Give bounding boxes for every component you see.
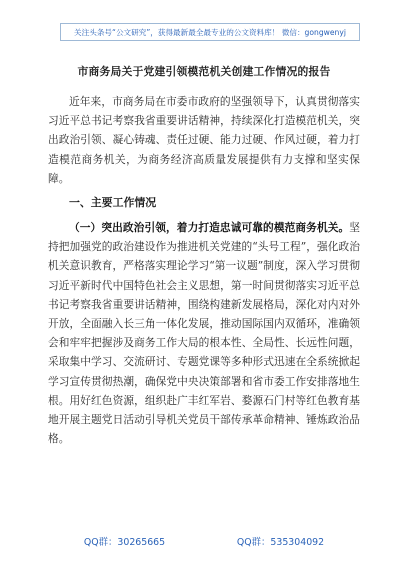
banner-text: 关注头条号“公文研究”，获得最新最全最专业的公文资料库！ 微信：gongwenyj [74,27,346,37]
footer [48,534,360,548]
document-body [48,92,360,454]
document-title: 市商务局关于党建引领模范机关创建工作情况的报告 [77,65,331,78]
section-heading: 一、主要工作情况 [69,196,157,210]
subsection-paragraph [48,218,360,448]
subsection-body: 坚持把加强党的政治建设作为推进机关党建的“头号工程”，强化政治机关意识教育，严格落实理论学习“第一议题”制度，深入学习贯彻习近平新时代中国特色社会主义思想，第一时间贯彻落实习近平总书记考察我省重要讲话精神，围绕构建新发展格局，深化对内对外开放，全面融入长三角一体化发展，推动国际国内双循环，准确领会和牢牢把握涉及商务工作大局的根本性、全局性、长远性问题，采取集中学习、交流研讨、专题党课等多种形式迅速在全系统掀起学习宣传贯彻热潮，确保党中央决策部署和省市委工作安排落地生根。用好红色资源，组织赴广丰红军岩、婺源石门村等红色教育基地开展主题党日活动引导机关党员干部传承革命精神、锤炼政治品格。 [48,221,360,446]
footer-qq-group-2: QQ群：535304092 [236,537,325,548]
subsection-heading: （一）突出政治引领，着力打造忠诚可靠的模范商务机关。 [69,221,350,235]
footer-qq-group-1: QQ群：30265665 [83,537,166,548]
intro-paragraph: 近年来，市商务局在市委市政府的坚强领导下，认真贯彻落实习近平总书记考察我省重要讲话精神，持续深化打造模范机关，突出政治引领、凝心铸魂、责任过硬、能力过硬、作风过硬，着力打造模范商务机关，为商务经济高质量发展提供有力支撑和坚实保障。 [48,95,360,185]
top-banner [60,23,360,41]
